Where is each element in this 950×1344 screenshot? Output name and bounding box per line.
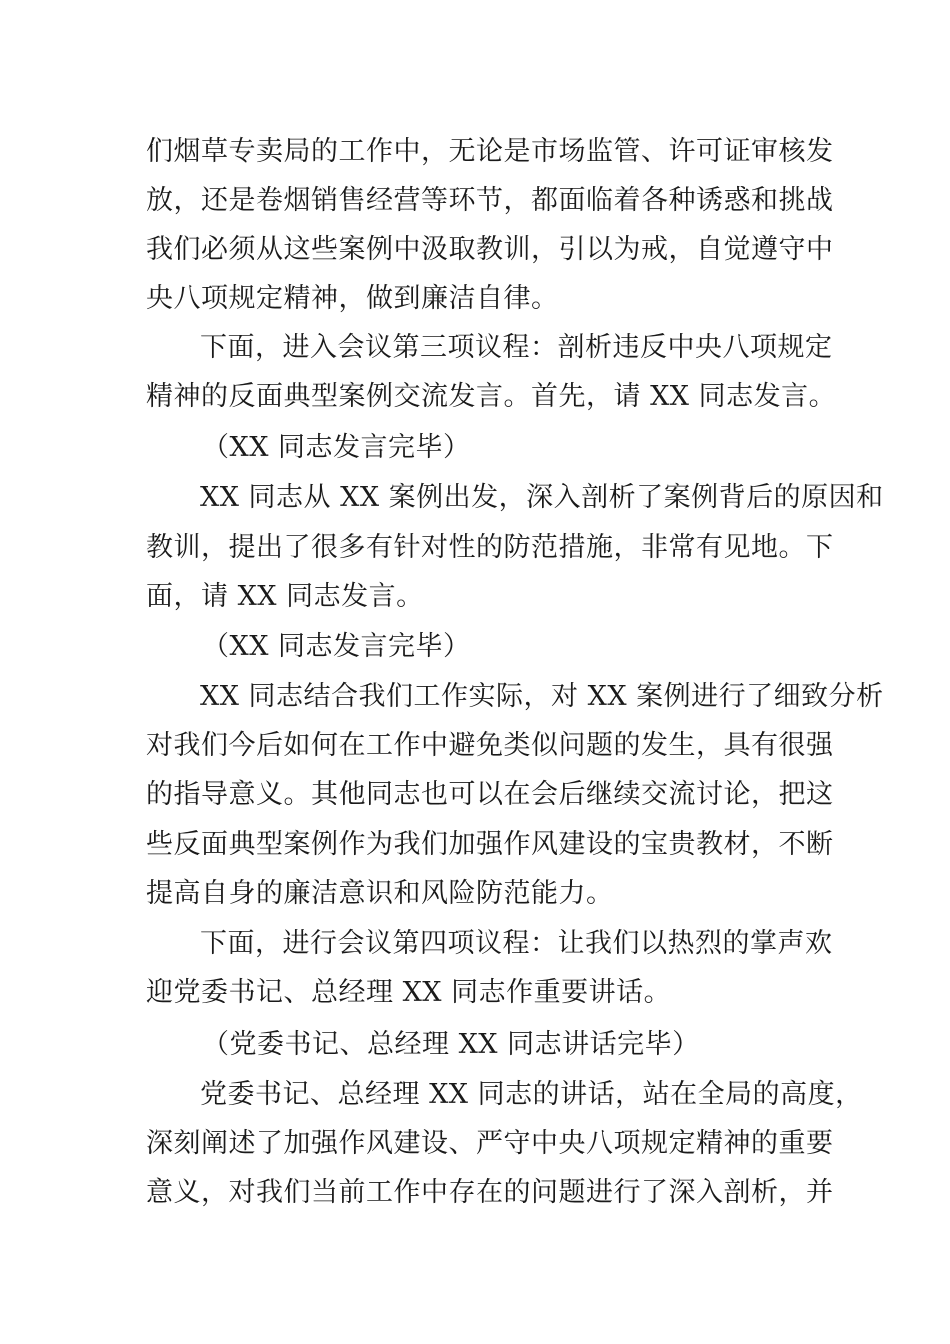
paragraph-first-line: XX 同志从 XX 案例出发，深入剖析了案例背后的原因和 xyxy=(200,482,884,513)
body-text-line: 放，还是卷烟销售经营等环节，都面临着各种诱惑和挑战 xyxy=(146,185,834,216)
paragraph-first-line: XX 同志结合我们工作实际，对 XX 案例进行了细致分析 xyxy=(200,681,884,712)
body-text-line: 意义，对我们当前工作中存在的问题进行了深入剖析，并 xyxy=(146,1177,834,1208)
paragraph-first-line: 党委书记、总经理 XX 同志的讲话，站在全局的高度， xyxy=(200,1079,863,1110)
paragraph-first-line: 下面，进行会议第四项议程：让我们以热烈的掌声欢 xyxy=(200,928,833,959)
speech-note: （XX 同志发言完毕） xyxy=(202,432,471,463)
body-text-line: 深刻阐述了加强作风建设、严守中央八项规定精神的重要 xyxy=(146,1128,834,1159)
body-text-line: 些反面典型案例作为我们加强作风建设的宝贵教材，不断 xyxy=(146,829,834,860)
body-text-line: 们烟草专卖局的工作中，无论是市场监管、许可证审核发 xyxy=(146,136,834,167)
body-text-line: 迎党委书记、总经理 XX 同志作重要讲话。 xyxy=(146,977,672,1008)
speech-note: （XX 同志发言完毕） xyxy=(202,631,471,662)
body-text-line: 面，请 XX 同志发言。 xyxy=(146,581,424,612)
body-text-line: 对我们今后如何在工作中避免类似问题的发生，具有很强 xyxy=(146,730,834,761)
body-text-line: 央八项规定精神，做到廉洁自律。 xyxy=(146,283,559,314)
body-text-line: 精神的反面典型案例交流发言。首先，请 XX 同志发言。 xyxy=(146,381,837,412)
body-text-line: 我们必须从这些案例中汲取教训，引以为戒，自觉遵守中 xyxy=(146,234,834,265)
speech-note: （党委书记、总经理 XX 同志讲话完毕） xyxy=(202,1029,700,1060)
body-text-line: 教训，提出了很多有针对性的防范措施，非常有见地。下 xyxy=(146,532,834,563)
body-text-line: 的指导意义。其他同志也可以在会后继续交流讨论，把这 xyxy=(146,779,834,810)
body-text-line: 提高自身的廉洁意识和风险防范能力。 xyxy=(146,878,614,909)
paragraph-first-line: 下面，进入会议第三项议程：剖析违反中央八项规定 xyxy=(200,332,833,363)
